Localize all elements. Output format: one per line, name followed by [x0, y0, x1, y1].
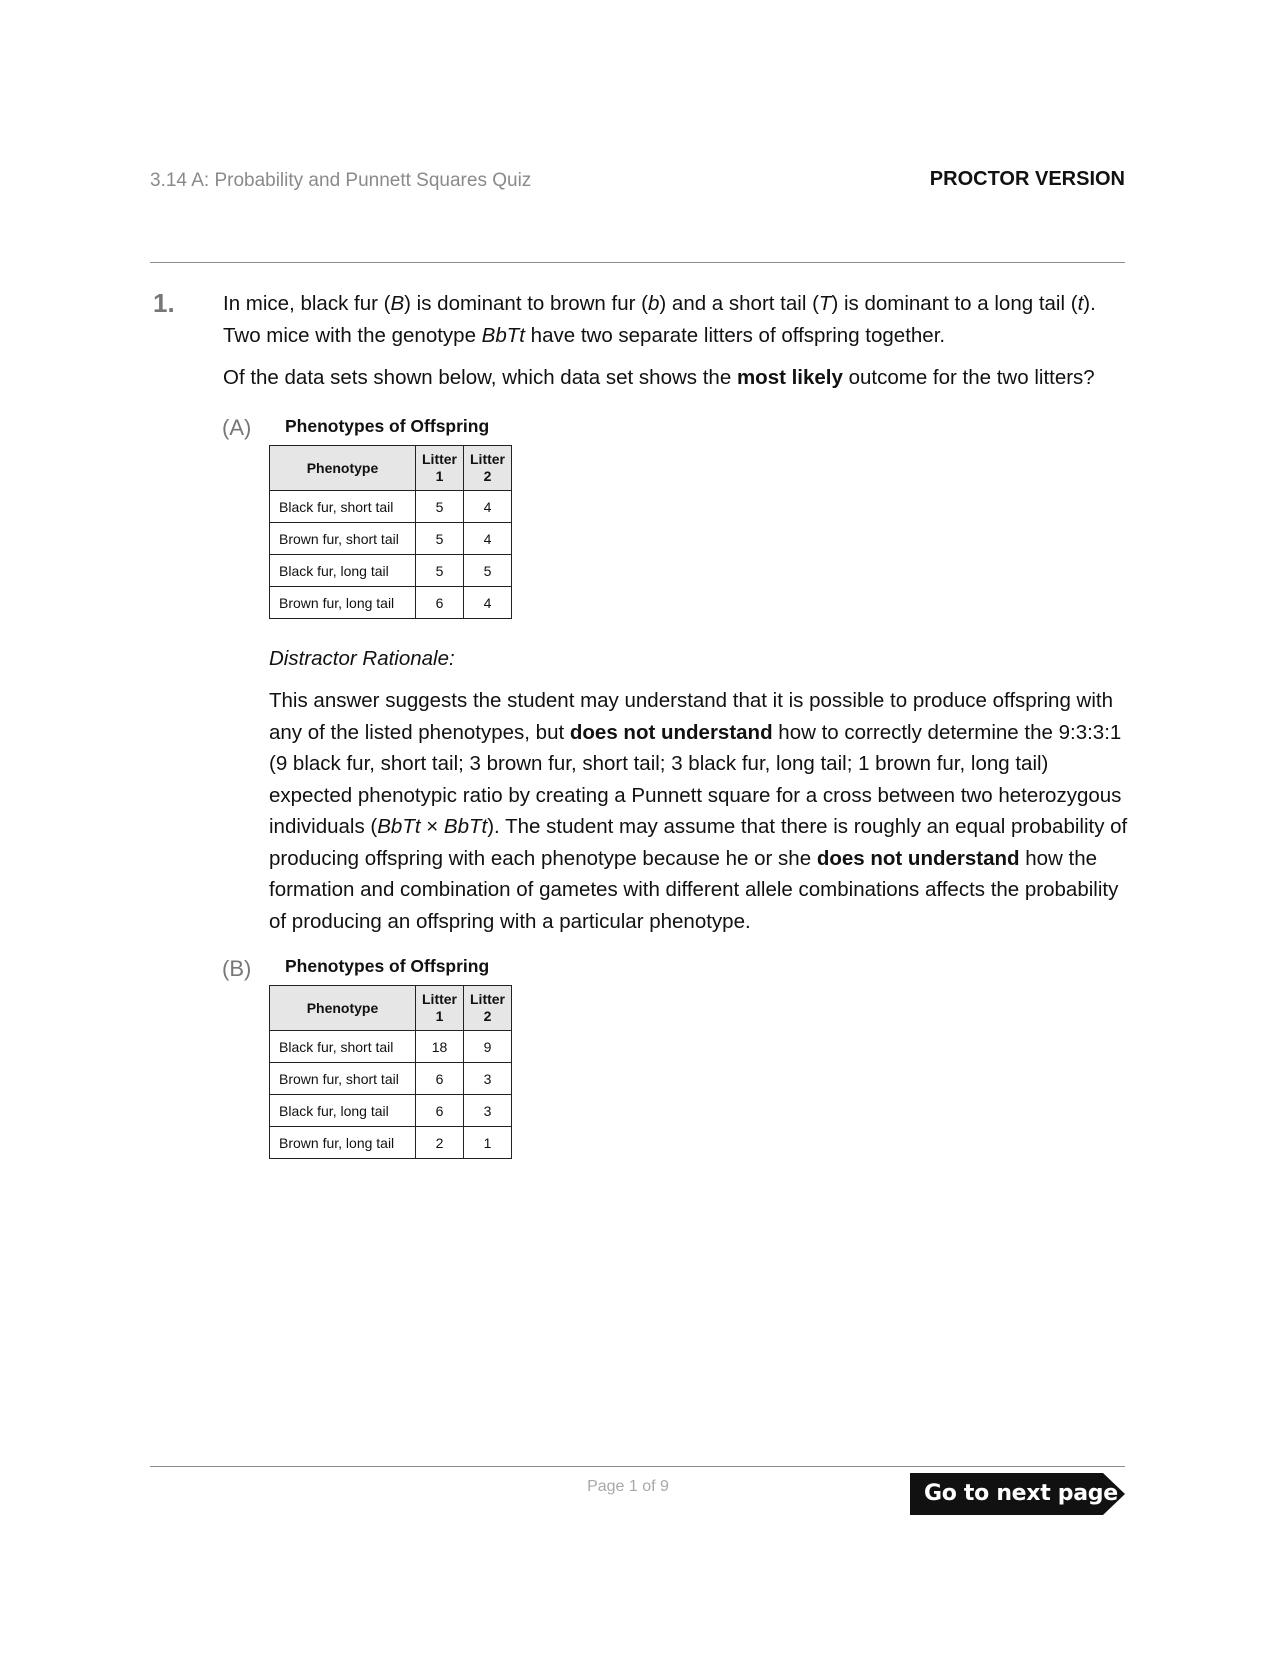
- litter-2-cell: 5: [464, 555, 512, 587]
- litter-1-cell: 6: [416, 587, 464, 619]
- quiz-title: 3.14 A: Probability and Punnett Squares Quiz: [150, 170, 532, 191]
- option-b-letter[interactable]: (B): [222, 956, 252, 981]
- litter-1-header: Litter 1: [416, 446, 464, 491]
- table-row: [270, 1127, 512, 1159]
- table-row: [270, 1063, 512, 1095]
- option-a-letter[interactable]: (A): [222, 415, 252, 440]
- phenotype-cell: Brown fur, short tail: [270, 1063, 416, 1095]
- litter-1-header: Litter 1: [416, 986, 464, 1031]
- proctor-version-label: PROCTOR VERSION: [929, 168, 1125, 190]
- rationale-heading: Distractor Rationale:: [269, 647, 455, 670]
- litter-2-cell: 4: [464, 587, 512, 619]
- question-number: 1.: [153, 288, 175, 318]
- litter-1-cell: 5: [416, 523, 464, 555]
- table-row: [270, 1095, 512, 1127]
- phenotype-cell: Black fur, long tail: [270, 555, 416, 587]
- page-indicator: Page 1 of 9: [587, 1478, 669, 1495]
- option-b-table-title: Phenotypes of Offspring: [285, 956, 490, 976]
- question-stem: In mice, black fur (B) is dominant to brown fur (b) and a short tail (T) is dominant to a long tail (t). Two mice with the genotype BbTt have two separate litters of offspring together.: [223, 292, 1096, 347]
- table-row: [270, 555, 512, 587]
- go-to-next-page-button[interactable]: [910, 1473, 1125, 1515]
- litter-1-cell: 6: [416, 1095, 464, 1127]
- litter-2-cell: 4: [464, 491, 512, 523]
- header-divider: [150, 262, 1125, 263]
- table-row: [270, 523, 512, 555]
- question-prompt: Of the data sets shown below, which data set shows the most likely outcome for the two litters?: [223, 366, 1095, 389]
- litter-1-cell: 2: [416, 1127, 464, 1159]
- litter-2-cell: 1: [464, 1127, 512, 1159]
- phenotype-header: Phenotype: [270, 446, 416, 491]
- phenotype-cell: Brown fur, short tail: [270, 523, 416, 555]
- litter-1-cell: 6: [416, 1063, 464, 1095]
- phenotype-cell: Black fur, short tail: [270, 1031, 416, 1063]
- phenotype-cell: Black fur, short tail: [270, 491, 416, 523]
- phenotype-cell: Brown fur, long tail: [270, 587, 416, 619]
- phenotype-header: Phenotype: [270, 986, 416, 1031]
- litter-2-cell: 3: [464, 1063, 512, 1095]
- litter-2-header: Litter 2: [464, 986, 512, 1031]
- table-row: [270, 491, 512, 523]
- table-row: [270, 587, 512, 619]
- litter-2-cell: 3: [464, 1095, 512, 1127]
- next-page-label: Go to next page: [924, 1481, 1118, 1506]
- litter-2-header: Litter 2: [464, 446, 512, 491]
- option-b-table: [269, 985, 512, 1159]
- rationale-text: This answer suggests the student may understand that it is possible to produce offspring with any of the listed phenotypes, but does not understand how to correctly determine the 9:3:3:1 (9 black fur, short tail; 3 brown fur, short tail; 3 black fur, long tail; 1 brown fur, long tail) expected phenotypic ratio by creating a Punnett square for a cross between two heterozygous individuals (BbTt × BbTt). The student may assume that there is roughly an equal probability of producing offspring with each phenotype because he or she does not understand how the formation and combination of gametes with different allele combinations affects the probability of producing an offspring with a particular phenotype.: [269, 689, 1128, 933]
- footer-divider: [150, 1466, 1125, 1467]
- option-a-table-title: Phenotypes of Offspring: [285, 416, 490, 436]
- option-a-table: [269, 445, 512, 619]
- litter-1-cell: 5: [416, 555, 464, 587]
- litter-2-cell: 9: [464, 1031, 512, 1063]
- litter-1-cell: 18: [416, 1031, 464, 1063]
- litter-1-cell: 5: [416, 491, 464, 523]
- phenotype-cell: Black fur, long tail: [270, 1095, 416, 1127]
- litter-2-cell: 4: [464, 523, 512, 555]
- phenotype-cell: Brown fur, long tail: [270, 1127, 416, 1159]
- table-row: [270, 1031, 512, 1063]
